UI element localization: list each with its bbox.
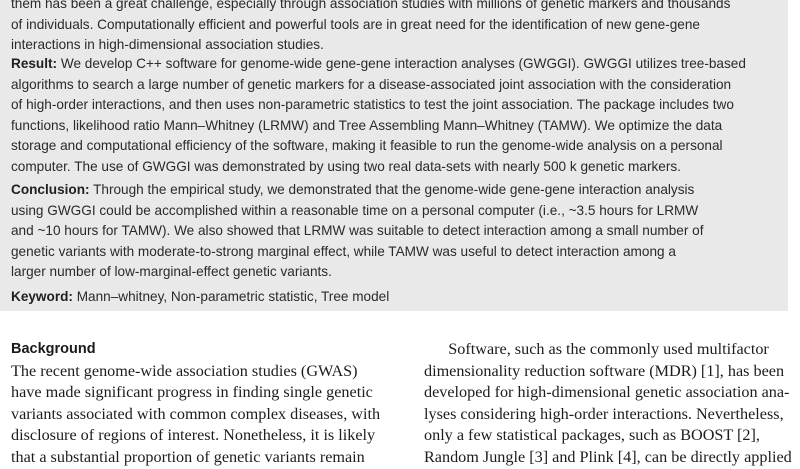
result-line: We develop C++ software for genome-wide gene-gene interaction analyses (GWGGI). GWGGI utilizes tree-based: [57, 56, 746, 71]
body-line: Software, such as the commonly used multifactor: [424, 340, 769, 358]
conclusion-line: and ~10 hours for TAMW). We also showed that LRMW was suitable to detect interaction among a small number of: [11, 223, 704, 238]
abstract-intro-line: interactions in high-dimensional association studies.: [11, 37, 324, 52]
abstract-keywords: [11, 287, 781, 308]
abstract-intro-line: them has been a great challenge, especially through association studies with millions of genetic markers and thousands: [11, 0, 731, 11]
abstract-intro: [11, 0, 781, 56]
body-left-column: [11, 339, 389, 469]
keyword-text: Mann–whitney, Non-parametric statistic, Tree model: [72, 289, 390, 304]
conclusion-line: larger number of low-marginal-effect genetic variants.: [11, 264, 332, 279]
body-line: lyses considering high-order interactions. Nevertheless,: [424, 404, 784, 423]
abstract-result: [11, 54, 781, 177]
result-line: storage and computational efficiency of the software, making it feasible to run the genome-wide analysis on a personal: [11, 138, 723, 153]
result-line: functions, likelihood ratio Mann–Whitney (LRMW) and Tree Assembling Mann–Whitney (TAMW). We optimize the data: [11, 117, 723, 133]
body-line: have made significant progress in finding single genetic: [11, 383, 373, 402]
conclusion-line: using GWGGI could be accomplished within a reasonable time on a personal computer (i.e., ~3.5 hours for LRMW: [11, 202, 699, 218]
result-label: Result:: [11, 56, 58, 71]
body-right-column: [424, 339, 798, 469]
result-line: computer. The use of GWGGI was demonstrated by using two real data-sets with nearly 500 k genetic markers.: [11, 158, 681, 174]
body-line: disclosure of regions of interest. Nonetheless, it is likely: [11, 426, 376, 445]
result-line: of high-order interactions, and then uses non-parametric statistics to test the joint association. The package includes two: [11, 97, 734, 112]
conclusion-label: Conclusion:: [11, 182, 90, 197]
abstract-conclusion: [11, 180, 781, 283]
conclusion-line: Through the empirical study, we demonstrated that the genome-wide gene-gene interaction analysis: [89, 182, 695, 197]
result-line: algorithms to search a large number of genetic markers for a disease-associated joint association with the consideration: [11, 76, 732, 92]
keyword-label: Keyword:: [11, 289, 73, 304]
body-line: that a substantial proportion of genetic variants remain: [11, 447, 365, 466]
body-line: dimensionality reduction software (MDR) [1], has been: [424, 361, 785, 380]
body-line: only a few statistical packages, such as BOOST [2],: [424, 426, 760, 445]
body-line: Random Jungle [3] and Plink [4], can be directly applied: [424, 447, 792, 466]
conclusion-line: genetic variants with moderate-to-strong marginal effect, while TAMW was useful to detect interaction among a: [11, 243, 676, 259]
body-line: variants associated with common complex diseases, with: [11, 404, 381, 423]
section-heading: Background: [11, 341, 96, 357]
abstract-intro-line: of individuals. Computationally efficient and powerful tools are in great need for the identification of new gene-gene: [11, 16, 700, 32]
body-line: developed for high-dimensional genetic association ana-: [424, 383, 790, 402]
body-line: The recent genome-wide association studies (GWAS): [11, 361, 358, 380]
